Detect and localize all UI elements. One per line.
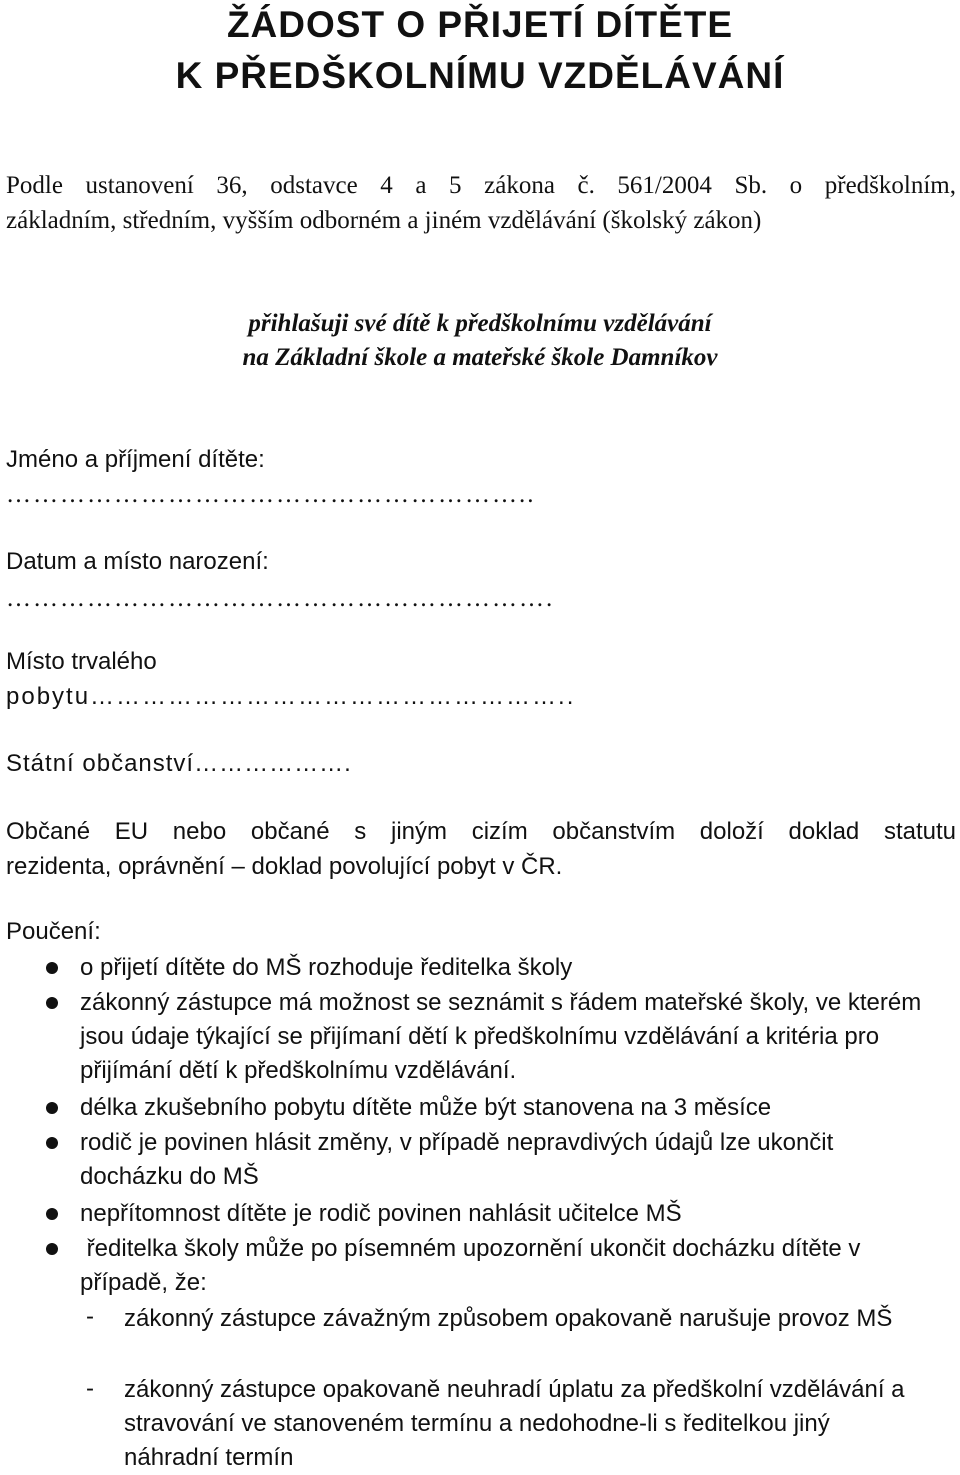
eu-citizens-note-line-1: Občané EU nebo občané s jiným cizím občanstvím doloží doklad statutu <box>6 818 956 845</box>
instruction-item: ředitelka školy může po písemném upozornění ukončit docházku dítěte v případě, že: <box>80 1235 868 1296</box>
instruction-item: délka zkušebního pobytu dítěte může být stanovena na 3 měsíce <box>80 1094 772 1121</box>
citizenship-field[interactable]: Státní občanství………………. <box>6 750 352 777</box>
bullet-icon <box>46 1137 58 1149</box>
statement-line-2: na Základní škole a mateřské škole Damníkov <box>242 344 718 371</box>
bullet-icon <box>46 1102 58 1114</box>
dash-icon: - <box>86 1375 94 1402</box>
birth-date-place-label: Datum a místo narození: <box>6 548 269 575</box>
instruction-item: nepřítomnost dítěte je rodič povinen nahlásit učitelce MŠ <box>80 1200 682 1227</box>
legal-basis-line-1: Podle ustanovení 36, odstavce 4 a 5 zákona č. 561/2004 Sb. o předškolním, <box>6 172 956 199</box>
document-title-line-2: K PŘEDŠKOLNÍMU VZDĚLÁVÁNÍ <box>175 55 785 96</box>
instructions-heading: Poučení: <box>6 918 101 945</box>
bullet-icon <box>46 997 58 1009</box>
bullet-icon <box>46 1208 58 1220</box>
residence-label: Místo trvalého <box>6 648 157 675</box>
bullet-icon <box>46 1243 58 1255</box>
sub-item: zákonný zástupce závažným způsobem opakovaně narušuje provoz MŠ <box>124 1305 893 1332</box>
legal-basis-line-2: základním, středním, vyšším odborném a jiném vzdělávání (školský zákon) <box>6 207 762 234</box>
instruction-item: zákonný zástupce má možnost se seznámit s řádem mateřské školy, ve kterém jsou údaje týkající se přijímaní dětí k předškolnímu vzdělávání a kritéria pro přijímání dětí k předškolnímu vzdělávání. <box>80 989 922 1084</box>
child-name-label: Jméno a příjmení dítěte: <box>6 446 265 473</box>
instruction-item: o přijetí dítěte do MŠ rozhoduje ředitelka školy <box>80 954 573 981</box>
child-name-field[interactable]: ………………………………………………….. <box>6 481 536 508</box>
document-title-line-1: ŽÁDOST O PŘIJETÍ DÍTĚTE <box>226 4 734 45</box>
birth-date-place-field[interactable]: ……………………………………………………. <box>6 585 555 612</box>
statement-line-1: přihlašuji své dítě k předškolnímu vzdělávání <box>248 310 712 337</box>
sub-item: zákonný zástupce opakovaně neuhradí úplatu za předškolní vzdělávání a stravování ve stanoveném termínu a nedohodne-li s ředitelkou jiný náhradní termín <box>124 1376 905 1471</box>
instruction-item: rodič je povinen hlásit změny, v případě nepravdivých údajů lze ukončit docházku do MŠ <box>80 1129 834 1190</box>
residence-field[interactable]: pobytu……………………………………………….. <box>6 683 576 710</box>
eu-citizens-note-line-2: rezidenta, oprávnění – doklad povolující pobyt v ČR. <box>6 853 563 880</box>
bullet-icon <box>46 962 58 974</box>
dash-icon: - <box>86 1303 94 1330</box>
